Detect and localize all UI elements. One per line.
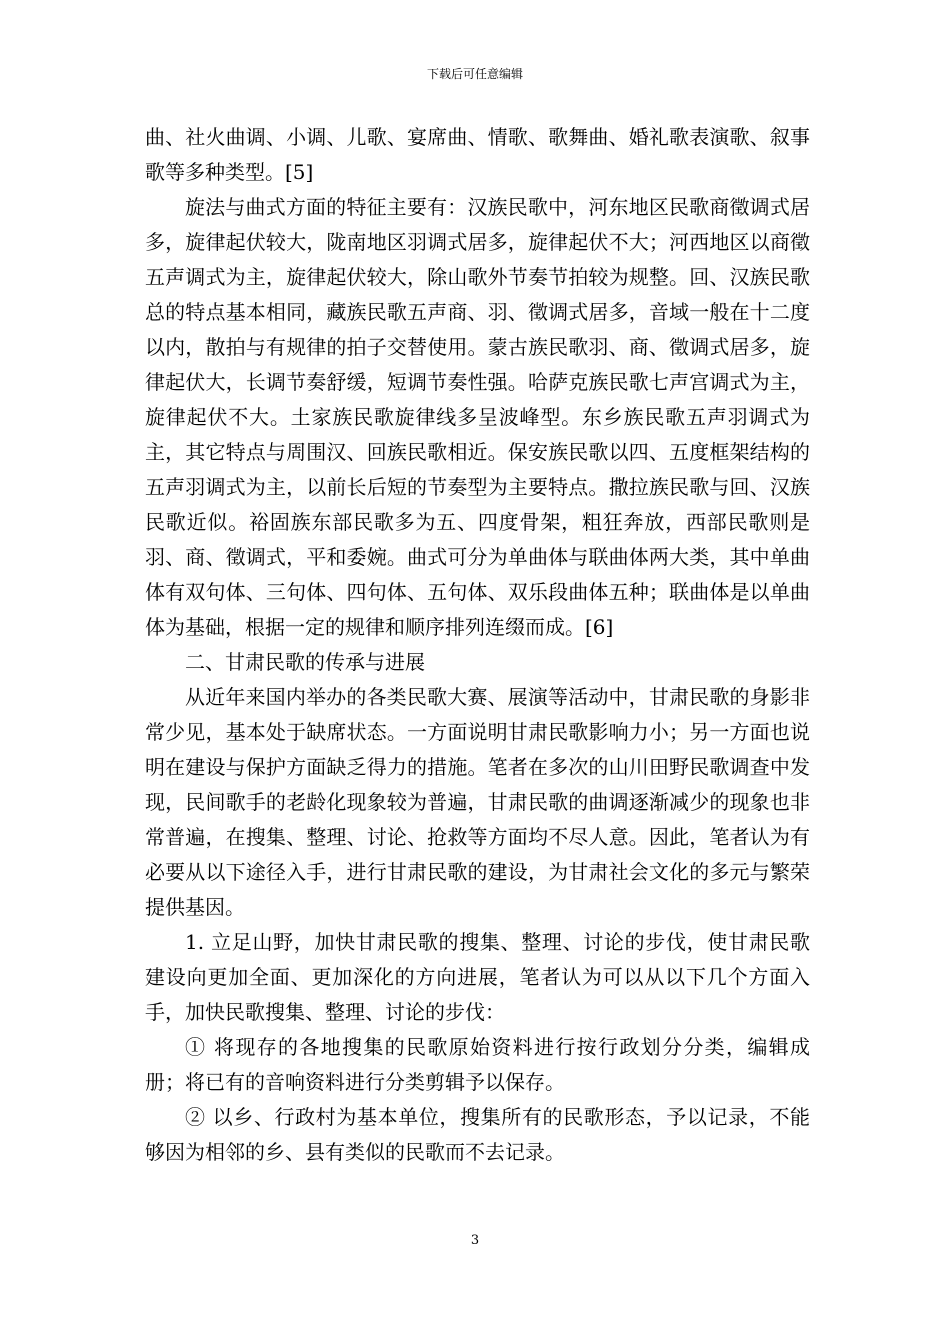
section-heading: 二、甘肃民歌的传承与进展 [185,650,425,674]
paragraph-5: ① 将现存的各地搜集的民歌原始资料进行按行政划分分类，编辑成册；将已有的音响资料进行分类剪辑予以保存。 [145,1035,810,1094]
paragraph-6: ② 以乡、行政村为基本单位，搜集所有的民歌形态，予以记录，不能够因为相邻的乡、县有类似的民歌而不去记录。 [145,1105,810,1164]
paragraph-4: 1. 立足山野，加快甘肃民歌的搜集、整理、讨论的步伐，使甘肃民歌建设向更加全面、更加深化的方向进展，笔者认为可以从以下几个方面入手，加快民歌搜集、整理、讨论的步伐： [145,930,810,1024]
page-number: 3 [470,1233,480,1248]
paragraph-1: 曲、社火曲调、小调、儿歌、宴席曲、情歌、歌舞曲、婚礼歌表演歌、叙事歌等多种类型。[5] [145,125,810,184]
document-body [145,120,810,1170]
paragraph-3: 从近年来国内举办的各类民歌大赛、展演等活动中，甘肃民歌的身影非常少见，基本处于缺席状态。一方面说明甘肃民歌影响力小；另一方面也说明在建设与保护方面缺乏得力的措施。笔者在多次的山川田野民歌调查中发现，民间歌手的老龄化现象较为普遍，甘肃民歌的曲调逐渐减少的现象也非常普遍，在搜集、整理、讨论、抢救等方面均不尽人意。因此，笔者认为有必要从以下途径入手，进行甘肃民歌的建设，为甘肃社会文化的多元与繁荣提供基因。 [145,685,810,919]
paragraph-2: 旋法与曲式方面的特征主要有：汉族民歌中，河东地区民歌商徵调式居多，旋律起伏较大，陇南地区羽调式居多，旋律起伏不大；河西地区以商徵五声调式为主，旋律起伏较大，除山歌外节奏节拍较为规整。回、汉族民歌总的特点基本相同，藏族民歌五声商、羽、徵调式居多，音域一般在十二度以内，散拍与有规律的拍子交替使用。蒙古族民歌羽、商、徵调式居多，旋律起伏大，长调节奏舒缓，短调节奏性强。哈萨克族民歌七声宫调式为主，旋律起伏不大。土家族民歌旋律线多呈波峰型。东乡族民歌五声羽调式为主，其它特点与周围汉、回族民歌相近。保安族民歌以四、五度框架结构的五声羽调式为主，以前长后短的节奏型为主要特点。撒拉族民歌与回、汉族民歌近似。裕固族东部民歌多为五、四度骨架，粗狂奔放，西部民歌则是羽、商、徵调式，平和委婉。曲式可分为单曲体与联曲体两大类，其中单曲体有双句体、三句体、四句体、五句体、双乐段曲体五种；联曲体是以单曲体为基础，根据一定的规律和顺序排列连缀而成。[6] [145,195,810,639]
page-header: 下载后可任意编辑 [426,67,523,81]
